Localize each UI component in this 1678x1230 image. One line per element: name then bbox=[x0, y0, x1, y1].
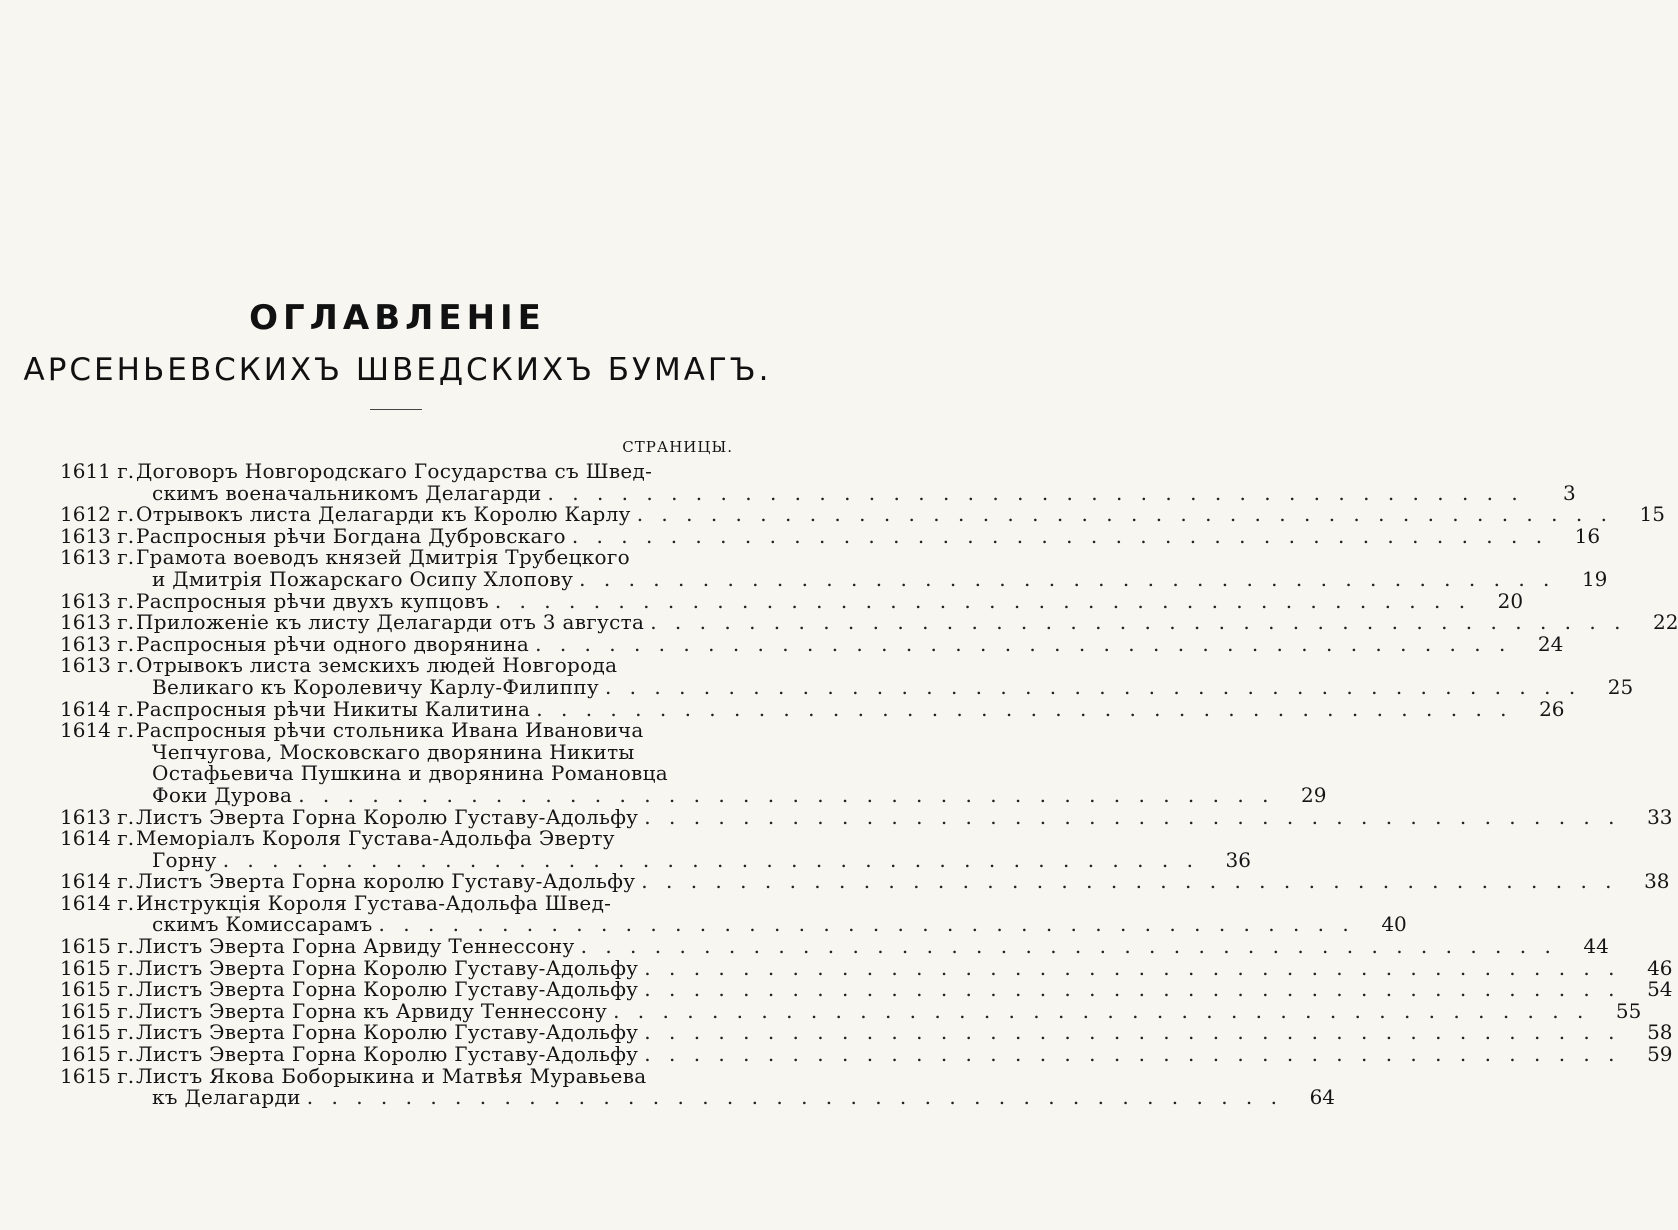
toc-entry-title bbox=[136, 936, 1609, 958]
dot-leader: . . . . . . . . . . . . . . . . . . . . . . . . . . . . . . . . . . . . . . . . bbox=[644, 977, 1621, 1002]
toc-entry-line bbox=[136, 828, 1251, 850]
toc-entry-line bbox=[136, 1044, 1673, 1066]
toc-entry-line bbox=[136, 720, 1326, 742]
toc-entry-page-number: 16 bbox=[1574, 523, 1601, 548]
toc-entry-year: 1615 г. bbox=[60, 955, 135, 980]
toc-entry-text: Остафьевича Пушкина и дворянина Романовца bbox=[152, 761, 668, 786]
toc-entry bbox=[60, 955, 1673, 980]
toc-entry-text: Листъ Эверта Горна къ Арвиду Теннессону bbox=[136, 998, 608, 1023]
dot-leader: . . . . . . . . . . . . . . . . . . . . . . . . . . . . . . . . . . . . . . . . bbox=[650, 610, 1627, 635]
toc-entry bbox=[60, 523, 1601, 548]
toc-entry-line bbox=[136, 504, 1665, 526]
toc-entry-text: Грамота воеводъ князей Дмитрія Трубецкого bbox=[136, 545, 631, 570]
toc-entry-year: 1614 г. bbox=[60, 696, 135, 721]
toc-entry-text: скимъ Комиссарамъ bbox=[152, 912, 373, 937]
dot-leader: . . . . . . . . . . . . . . . . . . . . . . . . . . . . . . . . . . . . . . . . bbox=[547, 480, 1524, 505]
toc-entry bbox=[60, 934, 1609, 959]
toc-entry-page-number: 59 bbox=[1647, 1042, 1673, 1067]
toc-entry-page-number: 19 bbox=[1581, 566, 1608, 591]
toc-entry-page-number: 38 bbox=[1644, 869, 1670, 894]
toc-entry bbox=[60, 826, 1251, 872]
toc-entry-year: 1611 г. bbox=[60, 459, 135, 483]
toc-entry-page-number: 54 bbox=[1647, 977, 1673, 1002]
toc-entry-line bbox=[136, 782, 1327, 807]
toc-entry-text: Листъ Эверта Горна Арвиду Теннессону bbox=[136, 934, 575, 959]
toc-entry-title bbox=[136, 504, 1665, 526]
toc-entry-year: 1613 г. bbox=[60, 804, 135, 829]
toc-entry-title bbox=[136, 1044, 1673, 1066]
title-divider bbox=[370, 409, 422, 410]
toc-entry-title bbox=[136, 804, 1673, 829]
toc-entry-page-number: 22 bbox=[1653, 610, 1678, 635]
toc-entry-title bbox=[136, 631, 1564, 656]
toc-entry-page-number: 55 bbox=[1615, 998, 1642, 1023]
toc-entry-line bbox=[136, 480, 1576, 505]
toc-entry-line bbox=[136, 566, 1608, 591]
toc-entry-text: Листъ Эверта Горна Королю Густаву-Адольфу bbox=[136, 804, 639, 829]
toc-entry-title bbox=[136, 547, 1607, 590]
dot-leader: . . . . . . . . . . . . . . . . . . . . . . . . . . . . . . . . . . . . . . . . bbox=[298, 782, 1275, 807]
toc-entry-page-number: 58 bbox=[1647, 1020, 1673, 1045]
toc-entry-page-number: 44 bbox=[1583, 934, 1609, 959]
toc-entry bbox=[60, 610, 1678, 635]
toc-entry-title bbox=[136, 955, 1673, 980]
toc-entry-title bbox=[136, 1063, 1336, 1110]
toc-entry-page-number: 15 bbox=[1639, 502, 1665, 527]
toc-entry bbox=[60, 653, 1634, 699]
toc-entry-text: Распросныя рѣчи стольника Ивана Ивановича bbox=[136, 718, 644, 743]
toc-entry-year: 1613 г. bbox=[60, 588, 135, 613]
toc-entry-text: Отрывокъ листа Делагарди къ Королю Карлу bbox=[136, 502, 631, 527]
toc-entry-line bbox=[136, 739, 1326, 764]
toc-entry-line bbox=[136, 547, 1607, 569]
toc-entry-text: Листъ Эверта Горна Королю Густаву-Адольфу bbox=[136, 1042, 639, 1067]
dot-leader: . . . . . . . . . . . . . . . . . . . . . . . . . . . . . . . . . . . . . . . . bbox=[535, 631, 1512, 656]
toc-entry-line bbox=[136, 655, 1633, 677]
dot-leader: . . . . . . . . . . . . . . . . . . . . . . . . . . . . . . . . . . . . . . . . bbox=[644, 955, 1621, 980]
page-subtitle: АРСЕНЬЕВСКИХЪ ШВЕДСКИХЪ БУМАГЪ. bbox=[23, 352, 772, 388]
toc-entry-line bbox=[136, 871, 1670, 893]
toc-entry-text: къ Делагарди bbox=[152, 1085, 301, 1110]
dot-leader: . . . . . . . . . . . . . . . . . . . . . . . . . . . . . . . . . . . . . . . . bbox=[222, 847, 1199, 872]
dot-leader: . . . . . . . . . . . . . . . . . . . . . . . . . . . . . . . . . . . . . . . . bbox=[579, 566, 1556, 591]
toc-entry-line bbox=[136, 461, 1576, 483]
toc-entry-text: Меморіалъ Короля Густава-Адольфа Эверту bbox=[136, 826, 615, 851]
toc-entry-text: Листъ Эверта Горна королю Густаву-Адольфу bbox=[136, 869, 636, 894]
toc-entry-text: скимъ военачальникомъ Делагарди bbox=[152, 480, 542, 505]
toc-entry-year: 1614 г. bbox=[60, 869, 135, 894]
toc-entry-line bbox=[136, 696, 1565, 721]
toc-entry-page-number: 40 bbox=[1381, 912, 1407, 937]
toc-entry-text: Листъ Эверта Горна Королю Густаву-Адольфу bbox=[136, 955, 639, 980]
toc-entry-year: 1615 г. bbox=[60, 1042, 135, 1067]
toc-entry bbox=[60, 631, 1564, 656]
toc-entry-year: 1613 г. bbox=[60, 653, 135, 678]
toc-entry bbox=[60, 1020, 1673, 1045]
toc-entry-year: 1615 г. bbox=[60, 977, 135, 1002]
toc-entry-page-number: 36 bbox=[1225, 847, 1251, 872]
toc-entry-text: Распросныя рѣчи двухъ купцовъ bbox=[136, 588, 489, 613]
toc-entry-page-number: 64 bbox=[1309, 1085, 1336, 1110]
dot-leader: . . . . . . . . . . . . . . . . . . . . . . . . . . . . . . . . . . . . . . . . bbox=[604, 674, 1582, 699]
toc-entry bbox=[60, 1042, 1673, 1067]
toc-entry-title bbox=[136, 1022, 1673, 1044]
toc-entry-text: Приложеніе къ листу Делагарди отъ 3 августа bbox=[136, 610, 645, 635]
toc-entry-year: 1614 г. bbox=[60, 718, 135, 743]
toc-entry-text: Чепчугова, Московскаго дворянина Никиты bbox=[152, 739, 635, 764]
pages-column-header: СТРАНИЦЫ. bbox=[622, 438, 733, 456]
toc-entry-title bbox=[136, 998, 1642, 1023]
toc-entry-line bbox=[136, 523, 1601, 548]
toc-entry-line bbox=[136, 1022, 1673, 1044]
dot-leader: . . . . . . . . . . . . . . . . . . . . . . . . . . . . . . . . . . . . . . . . bbox=[536, 696, 1513, 721]
toc-entry-title bbox=[136, 871, 1670, 893]
toc-entry-line bbox=[136, 998, 1642, 1023]
toc-entry bbox=[60, 804, 1673, 829]
toc-entry-year: 1615 г. bbox=[60, 998, 135, 1023]
toc-entry-text: Листъ Эверта Горна Королю Густаву-Адольфу bbox=[136, 1020, 639, 1045]
toc-entry bbox=[60, 977, 1673, 1002]
toc-entry-title bbox=[136, 828, 1251, 871]
toc-entry-page-number: 33 bbox=[1647, 804, 1673, 829]
toc-entry-line bbox=[136, 588, 1524, 613]
toc-entry-title bbox=[136, 588, 1524, 613]
toc-entry-line bbox=[136, 631, 1564, 656]
toc-entry bbox=[60, 1063, 1336, 1110]
toc-entry-line bbox=[136, 955, 1673, 980]
toc-entry-year: 1614 г. bbox=[60, 826, 135, 851]
toc-entry-page-number: 29 bbox=[1300, 782, 1327, 807]
toc-entry-text: Листъ Якова Боборыкина и Матвѣя Муравьева bbox=[136, 1063, 647, 1088]
toc-entry-text: Распросныя рѣчи Богдана Дубровскаго bbox=[136, 523, 566, 548]
toc-entry-page-number: 24 bbox=[1537, 631, 1564, 656]
dot-leader: . . . . . . . . . . . . . . . . . . . . . . . . . . . . . . . . . . . . . . . . bbox=[494, 588, 1472, 613]
toc-entry bbox=[60, 998, 1642, 1023]
toc-entry-line bbox=[136, 1063, 1335, 1088]
toc-entry-line bbox=[136, 847, 1251, 872]
toc-entry-page-number: 20 bbox=[1497, 588, 1524, 613]
toc-entry-title bbox=[136, 612, 1678, 634]
toc-entry-year: 1613 г. bbox=[60, 610, 135, 635]
toc-entry-line bbox=[136, 612, 1678, 634]
toc-entry-year: 1615 г. bbox=[60, 1063, 135, 1088]
toc-entry bbox=[60, 502, 1665, 527]
dot-leader: . . . . . . . . . . . . . . . . . . . . . . . . . . . . . . . . . . . . . . . . bbox=[580, 934, 1557, 959]
toc-entry-text: Фоки Дурова bbox=[152, 782, 293, 807]
dot-leader: . . . . . . . . . . . . . . . . . . . . . . . . . . . . . . . . . . . . . . . . bbox=[644, 804, 1621, 829]
toc-entry bbox=[60, 459, 1576, 505]
toc-entry-text: Распросныя рѣчи Никиты Калитина bbox=[136, 696, 531, 721]
dot-leader: . . . . . . . . . . . . . . . . . . . . . . . . . . . . . . . . . . . . . . . . bbox=[644, 1020, 1621, 1045]
toc-entry-year: 1613 г. bbox=[60, 523, 135, 548]
toc-entry bbox=[60, 545, 1608, 591]
toc-entry-title bbox=[136, 696, 1565, 721]
toc-entry bbox=[60, 718, 1327, 807]
dot-leader: . . . . . . . . . . . . . . . . . . . . . . . . . . . . . . . . . . . . . . . . bbox=[636, 502, 1613, 527]
dot-leader: . . . . . . . . . . . . . . . . . . . . . . . . . . . . . . . . . . . . . . . . bbox=[571, 523, 1549, 548]
table-of-contents bbox=[60, 459, 1678, 1110]
toc-entry-title bbox=[136, 890, 1407, 937]
toc-entry-text: Горну bbox=[152, 847, 217, 872]
toc-entry-year: 1615 г. bbox=[60, 934, 135, 959]
dot-leader: . . . . . . . . . . . . . . . . . . . . . . . . . . . . . . . . . . . . . . . . bbox=[378, 912, 1355, 937]
toc-entry bbox=[60, 869, 1670, 894]
toc-entry-year: 1613 г. bbox=[60, 545, 135, 570]
toc-entry-year: 1613 г. bbox=[60, 631, 135, 656]
toc-entry-title bbox=[136, 523, 1601, 548]
toc-entry-page-number: 3 bbox=[1563, 480, 1576, 505]
toc-entry-title bbox=[136, 979, 1673, 1001]
toc-entry-text: Распросныя рѣчи одного дворянина bbox=[136, 631, 530, 656]
toc-entry-title bbox=[136, 461, 1576, 504]
toc-entry-line bbox=[136, 979, 1673, 1001]
toc-entry-title bbox=[136, 720, 1326, 806]
toc-entry-line bbox=[136, 674, 1634, 699]
toc-entry-text: Листъ Эверта Горна Королю Густаву-Адольфу bbox=[136, 977, 639, 1002]
toc-entry-text: Отрывокъ листа земскихъ людей Новгорода bbox=[136, 653, 618, 678]
toc-entry bbox=[60, 588, 1524, 613]
toc-entry bbox=[60, 696, 1565, 721]
toc-entry-year: 1612 г. bbox=[60, 502, 135, 527]
toc-entry-page-number: 25 bbox=[1607, 674, 1634, 699]
toc-entry-page-number: 26 bbox=[1539, 696, 1565, 721]
dot-leader: . . . . . . . . . . . . . . . . . . . . . . . . . . . . . . . . . . . . . . . . bbox=[641, 869, 1618, 894]
dot-leader: . . . . . . . . . . . . . . . . . . . . . . . . . . . . . . . . . . . . . . . . bbox=[306, 1085, 1284, 1110]
page-title: ОГЛАВЛЕНІЕ bbox=[249, 298, 546, 338]
toc-entry-text: и Дмитрія Пожарскаго Осипу Хлопову bbox=[152, 566, 574, 591]
dot-leader: . . . . . . . . . . . . . . . . . . . . . . . . . . . . . . . . . . . . . . . . bbox=[644, 1042, 1621, 1067]
toc-entry-line bbox=[136, 936, 1609, 958]
toc-entry-line bbox=[136, 914, 1407, 936]
dot-leader: . . . . . . . . . . . . . . . . . . . . . . . . . . . . . . . . . . . . . . . . bbox=[613, 998, 1590, 1023]
toc-entry-year: 1614 г. bbox=[60, 890, 135, 915]
toc-entry bbox=[60, 890, 1407, 937]
toc-entry-title bbox=[136, 655, 1633, 698]
toc-entry-line bbox=[136, 1087, 1335, 1109]
toc-entry-text: Инструкція Короля Густава-Адольфа Швед- bbox=[136, 890, 612, 915]
toc-entry-text: Договоръ Новгородскаго Государства съ Швед- bbox=[136, 459, 653, 483]
toc-entry-line bbox=[136, 763, 1326, 785]
toc-entry-line bbox=[136, 890, 1407, 915]
toc-entry-page-number: 46 bbox=[1647, 955, 1673, 980]
toc-entry-year: 1615 г. bbox=[60, 1020, 135, 1045]
toc-entry-line bbox=[136, 804, 1673, 829]
toc-entry-text: Великаго къ Королевичу Карлу-Филиппу bbox=[152, 674, 599, 699]
